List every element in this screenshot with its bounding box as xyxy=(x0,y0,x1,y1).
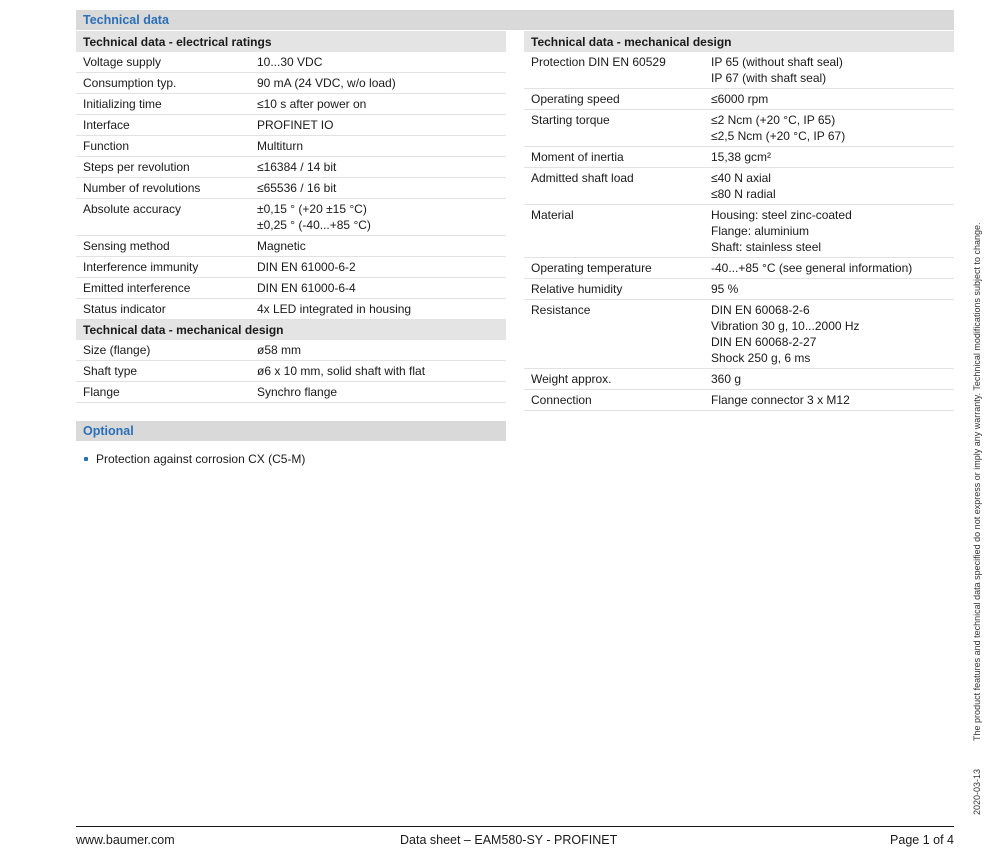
spec-value xyxy=(250,236,506,257)
optional-item-text: Protection against corrosion CX (C5-M) xyxy=(96,452,306,466)
mechanical-subheading: Technical data - mechanical design xyxy=(76,320,506,341)
spec-row xyxy=(524,110,954,147)
spec-row xyxy=(524,258,954,279)
spec-label: Number of revolutions xyxy=(76,178,250,199)
spec-label: Voltage supply xyxy=(76,52,250,73)
spec-label: Steps per revolution xyxy=(76,157,250,178)
spec-row xyxy=(524,300,954,369)
spec-value-line: ≤80 N radial xyxy=(711,187,776,201)
spec-value-line: Synchro flange xyxy=(257,385,338,399)
spec-row xyxy=(76,73,506,94)
spec-value xyxy=(704,147,954,168)
spec-row xyxy=(76,361,506,382)
footer-doc-title: Data sheet – EAM580-SY - PROFINET xyxy=(400,833,618,847)
spec-value xyxy=(250,178,506,199)
spec-label: Operating speed xyxy=(524,89,704,110)
optional-item xyxy=(76,451,305,467)
spec-value-line: Housing: steel zinc-coated xyxy=(711,208,852,222)
spec-row xyxy=(76,257,506,278)
spec-value-line: -40...+85 °C (see general information) xyxy=(711,261,913,275)
spec-label: Admitted shaft load xyxy=(524,168,704,205)
spec-row xyxy=(524,52,954,89)
spec-row xyxy=(76,136,506,157)
spec-row xyxy=(76,299,506,320)
spec-value xyxy=(250,257,506,278)
spec-value-line: ≤2 Ncm (+20 °C, IP 65) xyxy=(711,113,836,127)
spec-value xyxy=(250,136,506,157)
spec-label: Sensing method xyxy=(76,236,250,257)
spec-value-line: DIN EN 61000-6-2 xyxy=(257,260,356,274)
spec-row xyxy=(524,89,954,110)
spec-value-line: DIN EN 60068-2-27 xyxy=(711,335,817,349)
spec-label: Consumption typ. xyxy=(76,73,250,94)
spec-value xyxy=(704,369,954,390)
spec-value xyxy=(704,300,954,369)
spec-value xyxy=(704,205,954,258)
spec-value xyxy=(250,361,506,382)
spec-value xyxy=(704,89,954,110)
spec-value-line: ≤6000 rpm xyxy=(711,92,769,106)
spec-row xyxy=(524,279,954,300)
spec-value xyxy=(704,279,954,300)
spec-label: Shaft type xyxy=(76,361,250,382)
spec-value-line: 15,38 gcm² xyxy=(711,150,772,164)
electrical-ratings-table xyxy=(76,31,506,403)
spec-label: Initializing time xyxy=(76,94,250,115)
spec-value-line: ±0,15 ° (+20 ±15 °C) xyxy=(257,202,367,216)
spec-value-line: ≤40 N axial xyxy=(711,171,771,185)
spec-value xyxy=(250,73,506,94)
spec-label: Status indicator xyxy=(76,299,250,320)
spec-label: Resistance xyxy=(524,300,704,369)
spec-row xyxy=(524,369,954,390)
optional-title-bar xyxy=(76,421,506,441)
footer-website: www.baumer.com xyxy=(76,833,175,847)
spec-row xyxy=(76,157,506,178)
spec-value-line: 95 % xyxy=(711,282,739,296)
spec-label: Interface xyxy=(76,115,250,136)
spec-value-line: ≤65536 / 16 bit xyxy=(257,181,337,195)
spec-value xyxy=(250,199,506,236)
spec-row xyxy=(524,205,954,258)
spec-value xyxy=(250,115,506,136)
mechanical-design-heading: Technical data - mechanical design xyxy=(524,31,954,52)
electrical-ratings-heading: Technical data - electrical ratings xyxy=(76,31,506,52)
spec-row xyxy=(524,390,954,411)
spec-row xyxy=(524,168,954,205)
spec-row xyxy=(76,178,506,199)
spec-label: Starting torque xyxy=(524,110,704,147)
spec-value xyxy=(704,168,954,205)
spec-value xyxy=(250,94,506,115)
spec-label: Flange xyxy=(76,382,250,403)
page-title: Technical data xyxy=(83,13,169,27)
mechanical-subheading-row xyxy=(76,320,506,341)
technical-data-title-bar xyxy=(76,10,954,30)
spec-value-line: IP 67 (with shaft seal) xyxy=(711,71,827,85)
spec-label: Function xyxy=(76,136,250,157)
spec-value-line: Flange connector 3 x M12 xyxy=(711,393,850,407)
spec-value-line: PROFINET IO xyxy=(257,118,334,132)
spec-label: Moment of inertia xyxy=(524,147,704,168)
side-disclaimer-text: The product features and technical data specified do not express or imply any warranty. Technical modifications subject to change. xyxy=(972,222,982,741)
spec-value-line: Vibration 30 g, 10...2000 Hz xyxy=(711,319,860,333)
spec-row xyxy=(76,236,506,257)
spec-value xyxy=(250,382,506,403)
spec-value xyxy=(250,299,506,320)
spec-value-line: 4x LED integrated in housing xyxy=(257,302,412,316)
spec-row xyxy=(76,199,506,236)
footer-page-number: Page 1 of 4 xyxy=(890,833,954,847)
spec-value-line: Flange: aluminium xyxy=(711,224,810,238)
spec-value-line: ≤16384 / 14 bit xyxy=(257,160,337,174)
spec-value xyxy=(704,52,954,89)
spec-label: Relative humidity xyxy=(524,279,704,300)
spec-label: Operating temperature xyxy=(524,258,704,279)
spec-value xyxy=(704,390,954,411)
bullet-icon xyxy=(84,457,88,461)
spec-value-line: 90 mA (24 VDC, w/o load) xyxy=(257,76,396,90)
spec-value-line: DIN EN 60068-2-6 xyxy=(711,303,810,317)
spec-row xyxy=(76,278,506,299)
spec-value xyxy=(250,278,506,299)
spec-row xyxy=(76,382,506,403)
side-disclaimer xyxy=(972,222,982,815)
spec-value-line: ø6 x 10 mm, solid shaft with flat xyxy=(257,364,426,378)
spec-value-line: Magnetic xyxy=(257,239,306,253)
spec-row xyxy=(524,147,954,168)
side-date: 2020-03-13 xyxy=(972,768,982,815)
footer-divider xyxy=(76,826,954,827)
spec-label: Size (flange) xyxy=(76,340,250,361)
spec-label: Material xyxy=(524,205,704,258)
spec-value-line: Shock 250 g, 6 ms xyxy=(711,351,811,365)
spec-value-line: Multiturn xyxy=(257,139,304,153)
spec-label: Protection DIN EN 60529 xyxy=(524,52,704,89)
spec-row xyxy=(76,340,506,361)
spec-label: Emitted interference xyxy=(76,278,250,299)
spec-row xyxy=(76,94,506,115)
spec-row xyxy=(76,115,506,136)
spec-label: Weight approx. xyxy=(524,369,704,390)
spec-value-line: ≤10 s after power on xyxy=(257,97,367,111)
spec-value-line: IP 65 (without shaft seal) xyxy=(711,55,843,69)
spec-value xyxy=(250,157,506,178)
spec-value-line: DIN EN 61000-6-4 xyxy=(257,281,356,295)
spec-value-line: ±0,25 ° (-40...+85 °C) xyxy=(257,218,371,232)
spec-label: Interference immunity xyxy=(76,257,250,278)
mechanical-design-table xyxy=(524,31,954,411)
spec-value-line: Shaft: stainless steel xyxy=(711,240,822,254)
spec-value-line: 360 g xyxy=(711,372,742,386)
spec-label: Connection xyxy=(524,390,704,411)
optional-title: Optional xyxy=(83,424,134,438)
spec-value xyxy=(704,258,954,279)
spec-value xyxy=(250,52,506,73)
spec-value-line: ≤2,5 Ncm (+20 °C, IP 67) xyxy=(711,129,846,143)
spec-value xyxy=(704,110,954,147)
spec-value-line: ø58 mm xyxy=(257,343,302,357)
optional-list xyxy=(76,451,305,467)
spec-label: Absolute accuracy xyxy=(76,199,250,236)
spec-value xyxy=(250,340,506,361)
spec-row xyxy=(76,52,506,73)
spec-value-line: 10...30 VDC xyxy=(257,55,323,69)
